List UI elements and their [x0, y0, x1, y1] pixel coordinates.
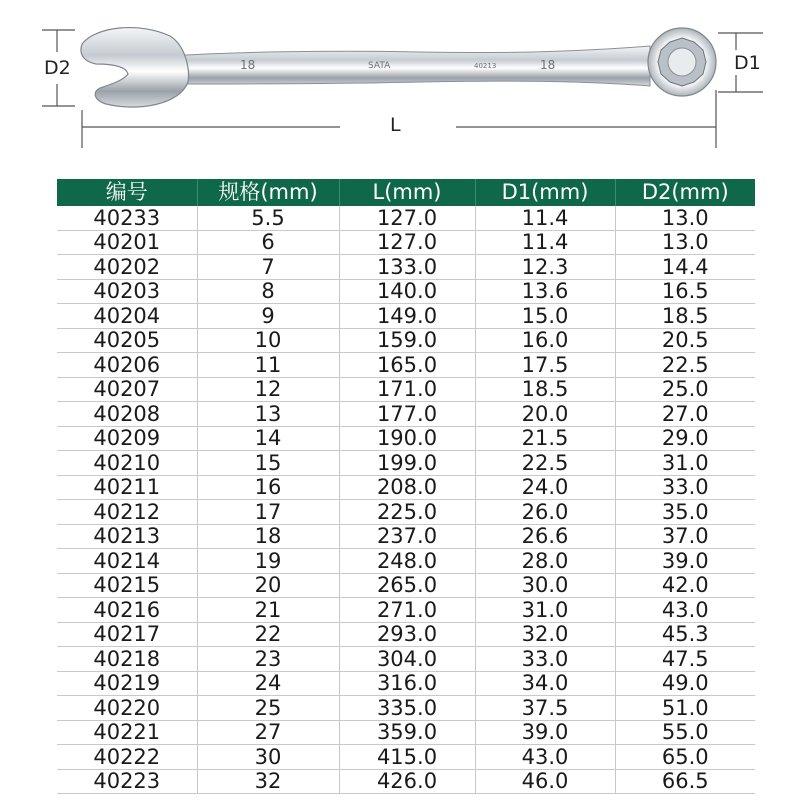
table-cell-col-size: 21 [197, 598, 339, 623]
table-row [57, 671, 755, 696]
table-row [57, 353, 755, 378]
table-cell-col-size: 12 [197, 377, 339, 402]
table-row [57, 769, 755, 794]
table-cell-col-number: 40202 [57, 255, 197, 280]
table-cell-col-d1: 17.5 [475, 353, 615, 378]
table-cell-col-number: 40209 [57, 426, 197, 451]
table-cell-col-size: 25 [197, 696, 339, 721]
table-cell-col-d1: 43.0 [475, 745, 615, 770]
combination-wrench [81, 28, 716, 107]
wrench-diagram [0, 0, 800, 170]
table-cell-col-number: 40211 [57, 475, 197, 500]
wrench-drawing [0, 0, 800, 170]
table-cell-col-number: 40207 [57, 377, 197, 402]
table-cell-col-size: 17 [197, 500, 339, 525]
table-row [57, 720, 755, 745]
table-cell-col-length: 426.0 [339, 769, 475, 794]
table-cell-col-d2: 37.0 [615, 524, 755, 549]
table-cell-col-d2: 49.0 [615, 671, 755, 696]
table-row [57, 622, 755, 647]
table-cell-col-d1: 32.0 [475, 622, 615, 647]
table-cell-col-length: 335.0 [339, 696, 475, 721]
table-cell-col-length: 293.0 [339, 622, 475, 647]
table-cell-col-length: 190.0 [339, 426, 475, 451]
table-row [57, 745, 755, 770]
table-cell-col-size: 10 [197, 328, 339, 353]
wrench-brand-stamp: SATA [368, 61, 391, 71]
table-cell-col-d1: 28.0 [475, 549, 615, 574]
table-cell-col-d2: 29.0 [615, 426, 755, 451]
table-cell-col-d1: 11.4 [475, 206, 615, 230]
table-cell-col-d2: 35.0 [615, 500, 755, 525]
table-cell-col-number: 40206 [57, 353, 197, 378]
table-cell-col-d2: 13.0 [615, 206, 755, 230]
table-cell-col-number: 40218 [57, 647, 197, 672]
table-cell-col-length: 140.0 [339, 279, 475, 304]
table-cell-col-size: 5.5 [197, 206, 339, 230]
column-header-col-length: L(mm) [339, 179, 475, 206]
table-cell-col-d2: 22.5 [615, 353, 755, 378]
table-row [57, 328, 755, 353]
table-cell-col-number: 40222 [57, 745, 197, 770]
table-cell-col-d1: 26.6 [475, 524, 615, 549]
wrench-code-stamp: 40213 [474, 62, 497, 70]
table-row [57, 647, 755, 672]
table-cell-col-length: 359.0 [339, 720, 475, 745]
table-row [57, 524, 755, 549]
table-cell-col-d2: 27.0 [615, 402, 755, 427]
table-cell-col-d2: 18.5 [615, 304, 755, 329]
table-cell-col-length: 237.0 [339, 524, 475, 549]
table-cell-col-number: 40221 [57, 720, 197, 745]
table-cell-col-d2: 45.3 [615, 622, 755, 647]
table-cell-col-size: 22 [197, 622, 339, 647]
table-cell-col-d1: 22.5 [475, 451, 615, 476]
table-cell-col-size: 24 [197, 671, 339, 696]
table-cell-col-length: 159.0 [339, 328, 475, 353]
table-cell-col-d2: 16.5 [615, 279, 755, 304]
table-cell-col-length: 127.0 [339, 230, 475, 255]
table-cell-col-size: 8 [197, 279, 339, 304]
table-row [57, 451, 755, 476]
table-cell-col-d1: 33.0 [475, 647, 615, 672]
table-cell-col-d1: 37.5 [475, 696, 615, 721]
table-cell-col-size: 9 [197, 304, 339, 329]
table-cell-col-d2: 14.4 [615, 255, 755, 280]
table-cell-col-d1: 24.0 [475, 475, 615, 500]
table-cell-col-number: 40212 [57, 500, 197, 525]
table-cell-col-number: 40215 [57, 573, 197, 598]
table-cell-col-length: 248.0 [339, 549, 475, 574]
table-cell-col-length: 225.0 [339, 500, 475, 525]
table-cell-col-d2: 65.0 [615, 745, 755, 770]
column-header-col-size: 规格(mm) [197, 179, 339, 206]
table-cell-col-d2: 39.0 [615, 549, 755, 574]
table-row [57, 475, 755, 500]
table-cell-col-length: 271.0 [339, 598, 475, 623]
table-cell-col-d1: 31.0 [475, 598, 615, 623]
table-cell-col-size: 15 [197, 451, 339, 476]
table-cell-col-d1: 20.0 [475, 402, 615, 427]
table-row [57, 304, 755, 329]
table-cell-col-d2: 51.0 [615, 696, 755, 721]
table-cell-col-d1: 30.0 [475, 573, 615, 598]
table-cell-col-size: 32 [197, 769, 339, 794]
table-row [57, 500, 755, 525]
table-row [57, 402, 755, 427]
table-cell-col-size: 23 [197, 647, 339, 672]
table-cell-col-d1: 26.0 [475, 500, 615, 525]
table-cell-col-number: 40220 [57, 696, 197, 721]
table-row [57, 426, 755, 451]
table-cell-col-length: 171.0 [339, 377, 475, 402]
table-cell-col-size: 16 [197, 475, 339, 500]
table-cell-col-size: 13 [197, 402, 339, 427]
table-cell-col-d1: 11.4 [475, 230, 615, 255]
table-row [57, 377, 755, 402]
table-cell-col-size: 27 [197, 720, 339, 745]
table-row [57, 549, 755, 574]
table-cell-col-d2: 66.5 [615, 769, 755, 794]
table-cell-col-d1: 46.0 [475, 769, 615, 794]
table-cell-col-size: 14 [197, 426, 339, 451]
table-cell-col-d2: 42.0 [615, 573, 755, 598]
table-cell-col-length: 415.0 [339, 745, 475, 770]
table-cell-col-length: 177.0 [339, 402, 475, 427]
table-cell-col-length: 165.0 [339, 353, 475, 378]
wrench-size-stamp-right: 18 [540, 58, 556, 72]
table-cell-col-d2: 20.5 [615, 328, 755, 353]
table-cell-col-size: 30 [197, 745, 339, 770]
table-cell-col-number: 40219 [57, 671, 197, 696]
table-cell-col-number: 40213 [57, 524, 197, 549]
table-row [57, 230, 755, 255]
table-cell-col-d1: 12.3 [475, 255, 615, 280]
table-cell-col-d1: 13.6 [475, 279, 615, 304]
spec-table-header [57, 179, 755, 206]
table-row [57, 598, 755, 623]
table-cell-col-d2: 31.0 [615, 451, 755, 476]
length-label: L [390, 114, 401, 136]
table-cell-col-d2: 13.0 [615, 230, 755, 255]
d1-label: D1 [734, 52, 761, 74]
table-cell-col-size: 7 [197, 255, 339, 280]
table-row [57, 206, 755, 230]
table-cell-col-length: 199.0 [339, 451, 475, 476]
table-cell-col-d2: 47.5 [615, 647, 755, 672]
table-cell-col-number: 40204 [57, 304, 197, 329]
header-row [57, 179, 755, 206]
table-cell-col-size: 19 [197, 549, 339, 574]
table-cell-col-length: 127.0 [339, 206, 475, 230]
table-cell-col-size: 18 [197, 524, 339, 549]
table-cell-col-size: 6 [197, 230, 339, 255]
table-cell-col-number: 40233 [57, 206, 197, 230]
table-cell-col-d1: 18.5 [475, 377, 615, 402]
table-cell-col-size: 11 [197, 353, 339, 378]
column-header-col-d1: D1(mm) [475, 179, 615, 206]
table-cell-col-number: 40216 [57, 598, 197, 623]
table-cell-col-number: 40205 [57, 328, 197, 353]
column-header-col-d2: D2(mm) [615, 179, 755, 206]
table-cell-col-number: 40210 [57, 451, 197, 476]
table-cell-col-size: 20 [197, 573, 339, 598]
table-cell-col-d1: 21.5 [475, 426, 615, 451]
table-cell-col-number: 40201 [57, 230, 197, 255]
table-cell-col-d2: 55.0 [615, 720, 755, 745]
d2-label: D2 [44, 57, 71, 79]
table-cell-col-length: 304.0 [339, 647, 475, 672]
table-cell-col-number: 40208 [57, 402, 197, 427]
table-cell-col-length: 208.0 [339, 475, 475, 500]
table-cell-col-d2: 25.0 [615, 377, 755, 402]
table-cell-col-length: 265.0 [339, 573, 475, 598]
spec-table-body [57, 206, 755, 794]
spec-table [57, 179, 755, 794]
table-cell-col-d1: 34.0 [475, 671, 615, 696]
table-cell-col-number: 40223 [57, 769, 197, 794]
table-row [57, 696, 755, 721]
table-cell-col-d2: 33.0 [615, 475, 755, 500]
table-cell-col-number: 40214 [57, 549, 197, 574]
wrench-size-stamp-left: 18 [240, 58, 256, 72]
table-cell-col-d1: 39.0 [475, 720, 615, 745]
table-cell-col-length: 133.0 [339, 255, 475, 280]
table-cell-col-length: 149.0 [339, 304, 475, 329]
table-cell-col-length: 316.0 [339, 671, 475, 696]
table-cell-col-number: 40217 [57, 622, 197, 647]
table-cell-col-number: 40203 [57, 279, 197, 304]
column-header-col-number: 编号 [57, 179, 197, 206]
table-cell-col-d2: 43.0 [615, 598, 755, 623]
table-cell-col-d1: 15.0 [475, 304, 615, 329]
table-row [57, 573, 755, 598]
table-row [57, 255, 755, 280]
table-row [57, 279, 755, 304]
table-cell-col-d1: 16.0 [475, 328, 615, 353]
